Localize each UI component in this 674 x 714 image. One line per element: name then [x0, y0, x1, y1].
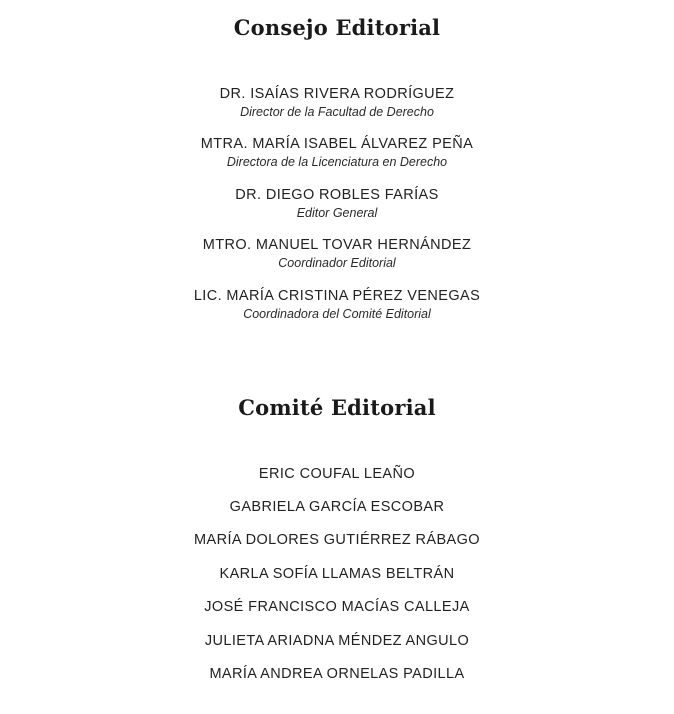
comite-editorial-title: Comité Editorial: [238, 395, 436, 420]
consejo-member: [0, 236, 674, 271]
member-name: MTRO. MANUEL TOVAR HERNÁNDEZ: [202, 237, 472, 253]
member-name: DR. DIEGO ROBLES FARÍAS: [235, 187, 439, 203]
member-name: MTRA. MARÍA ISABEL ÁLVAREZ PEÑA: [200, 136, 474, 152]
comite-member: KARLA SOFÍA LLAMAS BELTRÁN: [219, 566, 455, 582]
member-name: LIC. MARÍA CRISTINA PÉREZ VENEGAS: [193, 288, 481, 304]
comite-member: MARÍA ANDREA ORNELAS PADILLA: [209, 666, 465, 682]
member-role: Editor General: [296, 206, 378, 220]
comite-member: ERIC COUFAL LEAÑO: [258, 466, 416, 482]
consejo-member: [0, 186, 674, 221]
consejo-member: [0, 287, 674, 322]
member-role: Coordinador Editorial: [278, 256, 396, 270]
consejo-editorial-title: Consejo Editorial: [233, 15, 441, 40]
comite-member: JOSÉ FRANCISCO MACÍAS CALLEJA: [204, 599, 470, 615]
consejo-member: [0, 135, 674, 170]
comite-member: GABRIELA GARCÍA ESCOBAR: [229, 499, 445, 515]
comite-member: JULIETA ARIADNA MÉNDEZ ANGULO: [204, 633, 470, 649]
consejo-member: [0, 85, 674, 120]
member-role: Directora de la Licenciatura en Derecho: [226, 155, 448, 169]
member-role: Coordinadora del Comité Editorial: [243, 307, 431, 321]
member-role: Director de la Facultad de Derecho: [240, 105, 434, 119]
comite-member: MARÍA DOLORES GUTIÉRREZ RÁBAGO: [194, 532, 480, 548]
member-name: DR. ISAÍAS RIVERA RODRÍGUEZ: [219, 86, 455, 102]
